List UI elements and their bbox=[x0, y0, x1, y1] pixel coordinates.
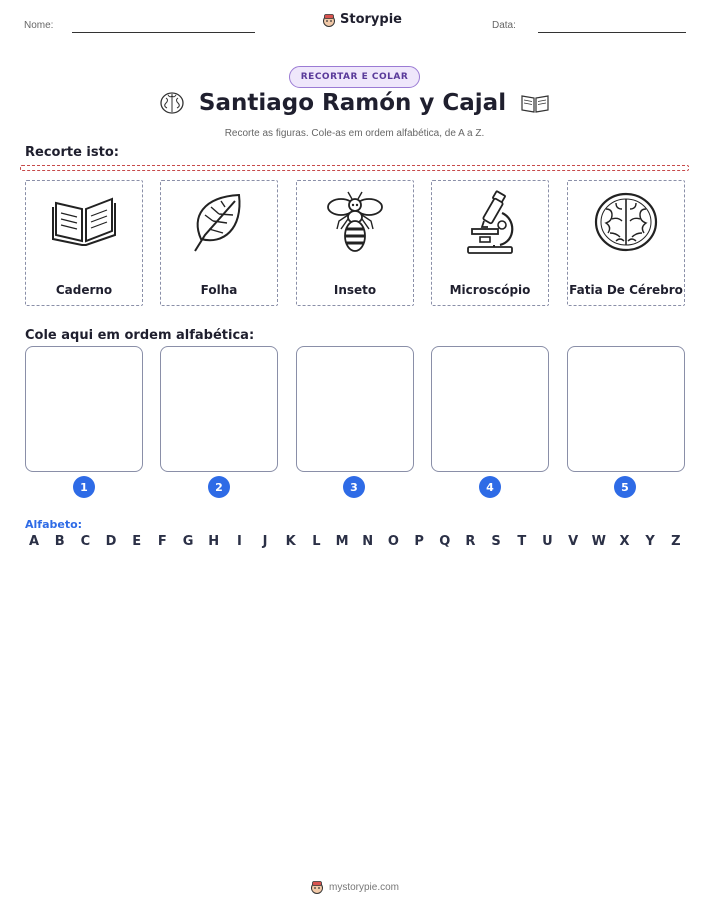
alphabet-letter: P bbox=[414, 534, 424, 549]
bee-icon bbox=[319, 189, 391, 255]
slot-number-4: 4 bbox=[479, 476, 501, 498]
paste-slot-2[interactable] bbox=[160, 346, 278, 472]
brand-name: Storypie bbox=[340, 12, 402, 27]
brain-icon bbox=[159, 90, 185, 116]
footer-url[interactable]: mystorypie.com bbox=[328, 881, 399, 893]
alphabet-letter: S bbox=[491, 534, 501, 549]
slot-number-5: 5 bbox=[614, 476, 636, 498]
open-book-icon bbox=[520, 92, 550, 114]
alphabet-row bbox=[25, 534, 685, 549]
paste-slot-4[interactable] bbox=[431, 346, 549, 472]
date-line[interactable] bbox=[538, 32, 686, 33]
alphabet-letter: U bbox=[542, 534, 553, 549]
alphabet-letter: M bbox=[335, 534, 349, 549]
cut-and-paste-badge: RECORTAR E COLAR bbox=[289, 66, 420, 88]
cut-line bbox=[20, 165, 689, 171]
alphabet-letter: Z bbox=[671, 534, 681, 549]
card-microscopio[interactable] bbox=[431, 180, 549, 306]
card-caderno[interactable] bbox=[25, 180, 143, 306]
leaf-icon bbox=[183, 189, 255, 255]
alphabet-letter: Y bbox=[645, 534, 655, 549]
alphabet-letter: I bbox=[236, 534, 242, 549]
paste-slot-3[interactable] bbox=[296, 346, 414, 472]
alphabet-letter: V bbox=[568, 534, 579, 549]
paste-heading: Cole aqui em ordem alfabética: bbox=[25, 328, 255, 343]
slot-number-1: 1 bbox=[73, 476, 95, 498]
card-label: Fatia De Cérebro bbox=[569, 283, 683, 297]
name-label: Nome: bbox=[24, 20, 54, 31]
microscope-icon bbox=[454, 189, 526, 257]
card-label: Microscópio bbox=[449, 283, 531, 297]
slot-number-3: 3 bbox=[343, 476, 365, 498]
alphabet-letter: E bbox=[132, 534, 142, 549]
alphabet-letter: G bbox=[182, 534, 194, 549]
alphabet-letter: F bbox=[157, 534, 167, 549]
card-label: Caderno bbox=[55, 283, 113, 297]
paste-slot-1[interactable] bbox=[25, 346, 143, 472]
brand-logo bbox=[322, 12, 402, 27]
cut-heading: Recorte isto: bbox=[25, 145, 119, 160]
date-label: Data: bbox=[492, 20, 516, 31]
paste-slot-5[interactable] bbox=[567, 346, 685, 472]
storypie-mascot-icon bbox=[310, 880, 324, 894]
alphabet-letter: D bbox=[105, 534, 117, 549]
alphabet-letter: O bbox=[387, 534, 399, 549]
page-title: Santiago Ramón y Cajal bbox=[198, 90, 507, 116]
alphabet-letter: W bbox=[591, 534, 606, 549]
alphabet-letter: C bbox=[80, 534, 91, 549]
alphabet-letter: Q bbox=[439, 534, 451, 549]
card-label: Inseto bbox=[333, 283, 377, 297]
alphabet-letter: X bbox=[619, 534, 630, 549]
open-book-icon bbox=[48, 189, 120, 249]
alphabet-letter: T bbox=[517, 534, 527, 549]
storypie-mascot-icon bbox=[322, 13, 336, 27]
alphabet-heading: Alfabeto: bbox=[25, 518, 83, 531]
title-row bbox=[0, 90, 709, 116]
card-fatia-de-cerebro[interactable] bbox=[567, 180, 685, 306]
card-label: Folha bbox=[200, 283, 238, 297]
card-inseto[interactable] bbox=[296, 180, 414, 306]
alphabet-letter: R bbox=[465, 534, 476, 549]
brain-icon bbox=[590, 189, 662, 255]
name-line[interactable] bbox=[72, 32, 255, 33]
card-folha[interactable] bbox=[160, 180, 278, 306]
slot-number-2: 2 bbox=[208, 476, 230, 498]
instructions: Recorte as figuras. Cole-as em ordem alfabética, de A a Z. bbox=[224, 128, 485, 139]
alphabet-letter: L bbox=[312, 534, 321, 549]
alphabet-letter: A bbox=[28, 534, 40, 549]
alphabet-letter: J bbox=[262, 534, 268, 549]
alphabet-letter: N bbox=[362, 534, 374, 549]
alphabet-letter: H bbox=[208, 534, 220, 549]
alphabet-letter: B bbox=[54, 534, 65, 549]
alphabet-letter: K bbox=[285, 534, 296, 549]
footer bbox=[0, 880, 709, 894]
